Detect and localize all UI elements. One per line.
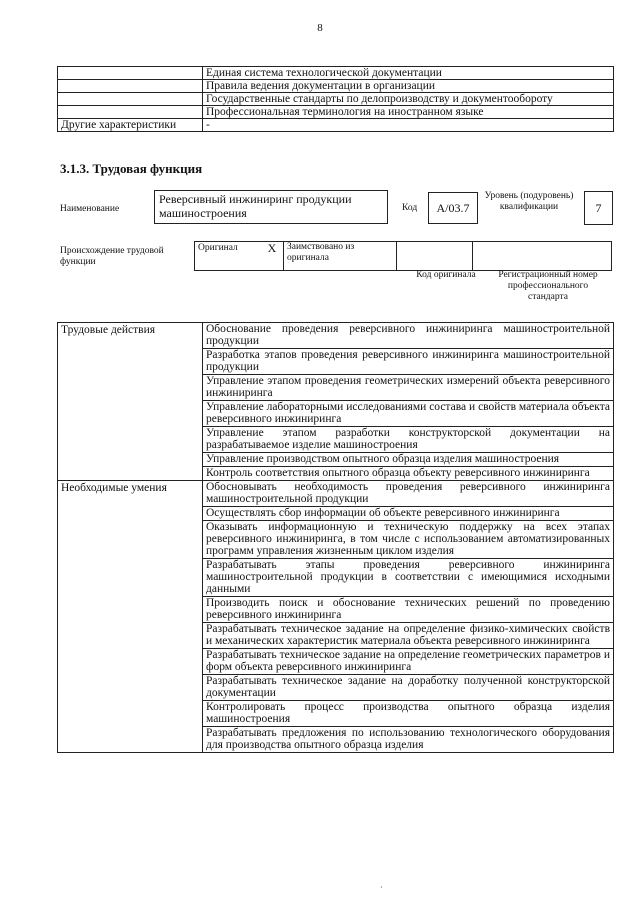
page-number: 8 [317,22,323,34]
other-characteristics-label: Другие характеристики [58,119,203,132]
list-item: Контролировать процесс производства опытного образца изделия машиностроения [203,701,614,727]
list-item: Разрабатывать техническое задание на доработку полученной конструкторской документации [203,675,614,701]
table-cell-label [58,67,203,80]
table-cell-value: Государственные стандарты по делопроизводству и документообороту [203,93,614,106]
code-caption: Код оригинала [416,270,476,280]
table-cell-label [58,93,203,106]
function-name-box: Реверсивный инжиниринг продукции машиностроения [154,190,388,224]
list-item: Оказывать информационную и техническую поддержку на всех этапах реверсивного инжиниринга, в том числе с использованием автоматизированных программ управления жизненным циклом изделия [203,521,614,559]
table-row [58,481,614,507]
qualification-level-box: 7 [584,191,613,225]
original-label: Оригинал [195,242,262,271]
table-row [58,323,614,349]
list-item: Управление производством опытного образца изделия машиностроения [203,453,614,467]
table-cell-label [58,106,203,119]
qualification-level-label: Уровень (подуровень) квалификации [484,191,574,212]
name-label: Наименование [60,204,120,214]
table-row [58,106,614,119]
section-title: 3.1.3. Трудовая функция [60,161,203,176]
table-row [58,119,614,132]
list-item: Разрабатывать этапы проведения реверсивного инжиниринга машиностроительной продукции в соответствии с имеющимися исходными данными [203,559,614,597]
function-code-box: A/03.7 [428,192,478,224]
other-characteristics-value: - [203,119,614,132]
table-cell-value: Правила ведения документации в организации [203,80,614,93]
original-code-cell [397,242,473,271]
table-cell-label [58,80,203,93]
table-row [58,93,614,106]
list-item: Контроль соответствия опытного образца объекту реверсивного инжиниринга [203,467,614,481]
registration-caption: Регистрационный номер профессионального стандарта [498,270,598,302]
list-item: Обосновывать необходимость проведения реверсивного инжиниринга машиностроительной продукции [203,481,614,507]
knowledge-table [57,66,614,132]
origin-label [60,246,184,268]
origin-label-text: Происхождение трудовой функции [60,246,164,267]
table-row [195,242,612,271]
scan-speck: · [380,883,383,892]
labor-actions-label: Трудовые действия [58,323,203,481]
list-item: Разработка этапов проведения реверсивного инжиниринга машиностроительной продукции [203,349,614,375]
skills-label: Необходимые умения [58,481,203,753]
code-label: Код [402,203,418,213]
list-item: Осуществлять сбор информации об объекте реверсивного инжиниринга [203,507,614,521]
list-item: Управление лабораторными исследованиями состава и свойств материала объекта реверсивного инжиниринга [203,401,614,427]
table-cell-value: Профессиональная терминология на иностранном языке [203,106,614,119]
function-details-table [57,322,614,753]
list-item: Управление этапом разработки конструкторской документации на разрабатываемое изделие машиностроения [203,427,614,453]
list-item: Разрабатывать предложения по использованию технологического оборудования для производства опытного образца изделия [203,727,614,753]
list-item: Управление этапом проведения геометрических измерений объекта реверсивного инжиниринга [203,375,614,401]
table-row [58,80,614,93]
list-item: Производить поиск и обоснование технических решений по проведению реверсивного инжиниринга [203,597,614,623]
table-cell-value: Единая система технологической документации [203,67,614,80]
list-item: Обоснование проведения реверсивного инжиниринга машиностроительной продукции [203,323,614,349]
registration-number-cell [473,242,612,271]
origin-table [194,241,612,271]
original-mark: X [261,242,284,271]
borrowed-label: Заимствовано из оригинала [284,242,397,271]
table-row [58,67,614,80]
list-item: Разрабатывать техническое задание на определение физико-химических свойств и механических характеристик материала объекта реверсивного инжиниринга [203,623,614,649]
list-item: Разрабатывать техническое задание на определение геометрических параметров и форм объекта реверсивного инжиниринга [203,649,614,675]
